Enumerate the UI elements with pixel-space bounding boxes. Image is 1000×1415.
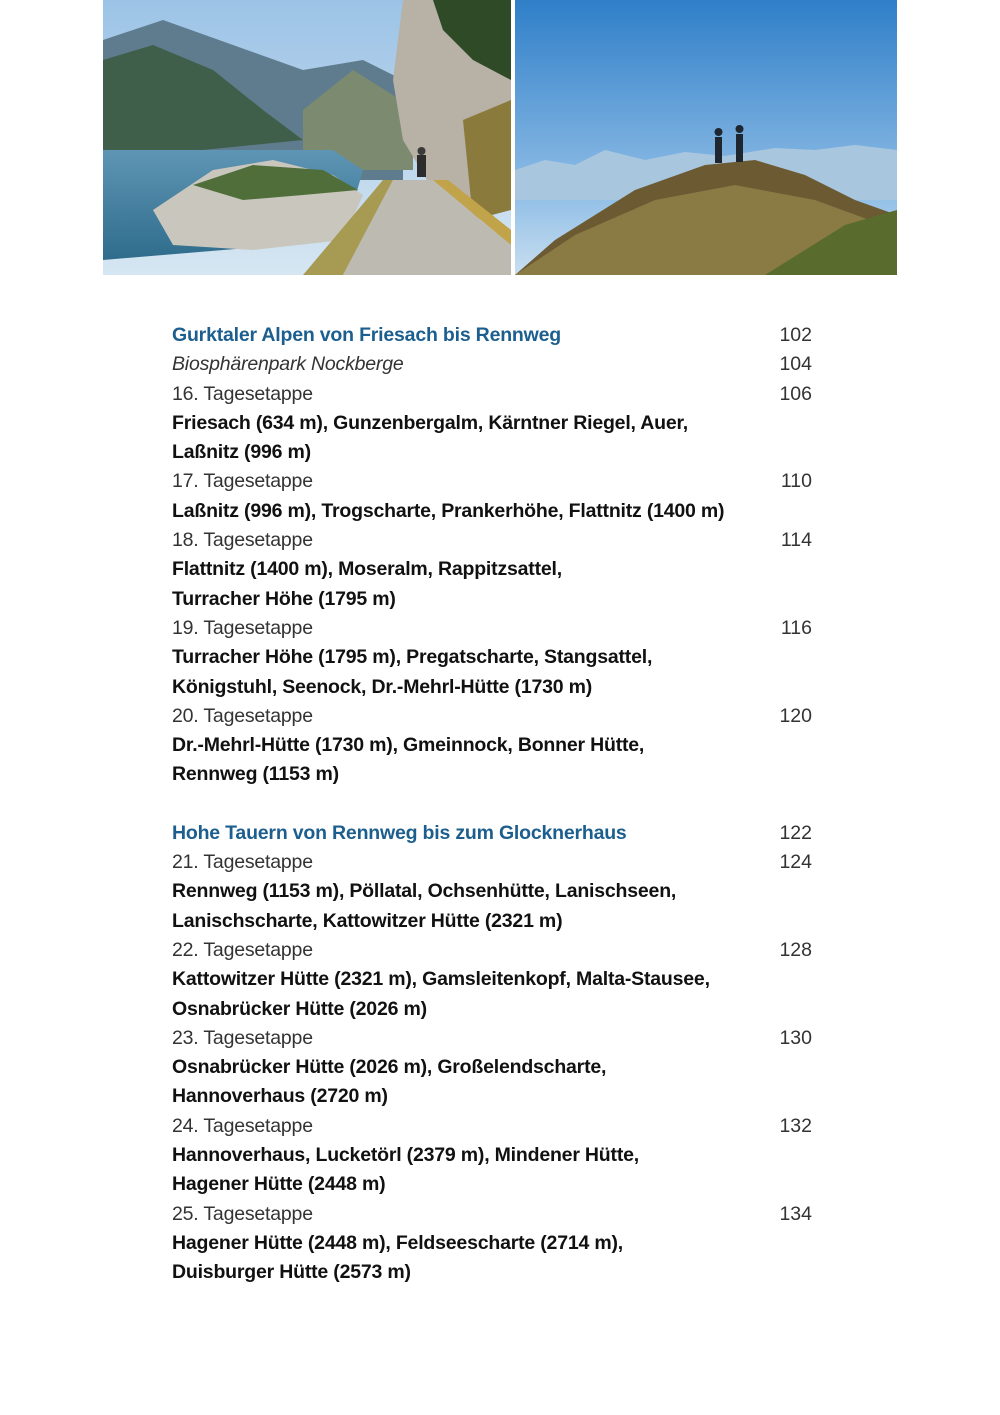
route-line: Laßnitz (996 m)	[172, 441, 311, 464]
route-line: Königstuhl, Seenock, Dr.-Mehrl-Hütte (1730 m)	[172, 675, 593, 698]
route-line: Hannoverhaus, Lucketörl (2379 m), Mindener Hütte,	[172, 1144, 639, 1167]
section-title: Hohe Tauern von Rennweg bis zum Glocknerhaus	[172, 821, 627, 844]
route-line: Osnabrücker Hütte (2026 m)	[172, 997, 427, 1020]
route-line: Hagener Hütte (2448 m), Feldseescharte (2714 m),	[172, 1231, 624, 1254]
route-line: Turracher Höhe (1795 m)	[172, 587, 396, 610]
photo-strip	[103, 0, 897, 275]
route-line: Turracher Höhe (1795 m), Pregatscharte, Stangsattel,	[172, 646, 653, 669]
stage-route	[172, 877, 812, 936]
stage-entry[interactable]	[172, 1112, 812, 1200]
stage-route	[172, 1229, 812, 1288]
section-subtitle: Biosphärenpark Nockberge	[172, 353, 404, 376]
route-line: Dr.-Mehrl-Hütte (1730 m), Gmeinnock, Bonner Hütte,	[172, 734, 645, 757]
stage-label: 24. Tagesetappe	[172, 1114, 313, 1137]
toc-section	[172, 321, 812, 790]
stage-route	[172, 1053, 812, 1112]
page-number: 110	[780, 470, 812, 493]
page-number: 114	[780, 529, 812, 552]
stage-label: 17. Tagesetappe	[172, 470, 313, 493]
summit-hikers-photo	[515, 0, 897, 275]
route-line: Lanischscharte, Kattowitzer Hütte (2321 m)	[172, 909, 563, 932]
page-number: 122	[779, 821, 812, 844]
stage-entry[interactable]	[172, 526, 812, 614]
route-line: Kattowitzer Hütte (2321 m), Gamsleitenkopf, Malta-Stausee,	[172, 968, 710, 991]
page-number: 106	[779, 382, 812, 405]
stage-label: 18. Tagesetappe	[172, 529, 313, 552]
route-line: Duisburger Hütte (2573 m)	[172, 1261, 411, 1284]
route-line: Flattnitz (1400 m), Moseralm, Rappitzsattel,	[172, 558, 562, 581]
page-number: 102	[779, 324, 812, 346]
table-of-contents	[172, 321, 812, 1317]
stage-label: 19. Tagesetappe	[172, 616, 313, 639]
stage-route	[172, 1141, 812, 1200]
section-title: Gurktaler Alpen von Friesach bis Rennweg	[172, 324, 561, 346]
stage-route	[172, 731, 812, 790]
section-heading-row[interactable]	[172, 819, 812, 848]
stage-route	[172, 643, 812, 702]
stage-entry[interactable]	[172, 936, 812, 1024]
toc-section	[172, 819, 812, 1288]
page-number: 116	[780, 616, 812, 639]
route-line: Osnabrücker Hütte (2026 m), Großelendscharte,	[172, 1056, 607, 1079]
stage-label: 21. Tagesetappe	[172, 851, 313, 874]
stage-entry[interactable]	[172, 614, 812, 702]
section-heading-row[interactable]	[172, 321, 812, 350]
stage-label: 22. Tagesetappe	[172, 938, 313, 961]
route-line: Hagener Hütte (2448 m)	[172, 1173, 386, 1196]
route-line: Laßnitz (996 m), Trogscharte, Prankerhöhe, Flattnitz (1400 m)	[172, 499, 725, 522]
stage-label: 20. Tagesetappe	[172, 704, 313, 727]
stage-entry[interactable]	[172, 1024, 812, 1112]
page-number: 130	[779, 1026, 812, 1049]
lake-path-photo	[103, 0, 511, 275]
page-number: 124	[779, 851, 812, 874]
route-line: Rennweg (1153 m)	[172, 763, 339, 786]
stage-entry[interactable]	[172, 380, 812, 468]
page-number: 132	[779, 1114, 812, 1137]
stage-route	[172, 497, 812, 526]
stage-route	[172, 965, 812, 1024]
page-number: 104	[779, 353, 812, 376]
route-line: Friesach (634 m), Gunzenbergalm, Kärntner Riegel, Auer,	[172, 411, 689, 434]
stage-entry[interactable]	[172, 1200, 812, 1288]
stage-entry[interactable]	[172, 467, 812, 526]
stage-route	[172, 555, 812, 614]
page-number: 134	[779, 1202, 812, 1225]
stage-entry[interactable]	[172, 848, 812, 936]
page-number: 128	[779, 938, 812, 961]
stage-entry[interactable]	[172, 702, 812, 790]
stage-label: 16. Tagesetappe	[172, 382, 313, 405]
stage-route	[172, 409, 812, 468]
subtitle-row[interactable]	[172, 350, 812, 379]
stage-label: 25. Tagesetappe	[172, 1202, 313, 1225]
route-line: Rennweg (1153 m), Pöllatal, Ochsenhütte, Lanischseen,	[172, 880, 677, 903]
route-line: Hannoverhaus (2720 m)	[172, 1085, 388, 1108]
stage-label: 23. Tagesetappe	[172, 1026, 313, 1049]
page-number: 120	[779, 704, 812, 727]
